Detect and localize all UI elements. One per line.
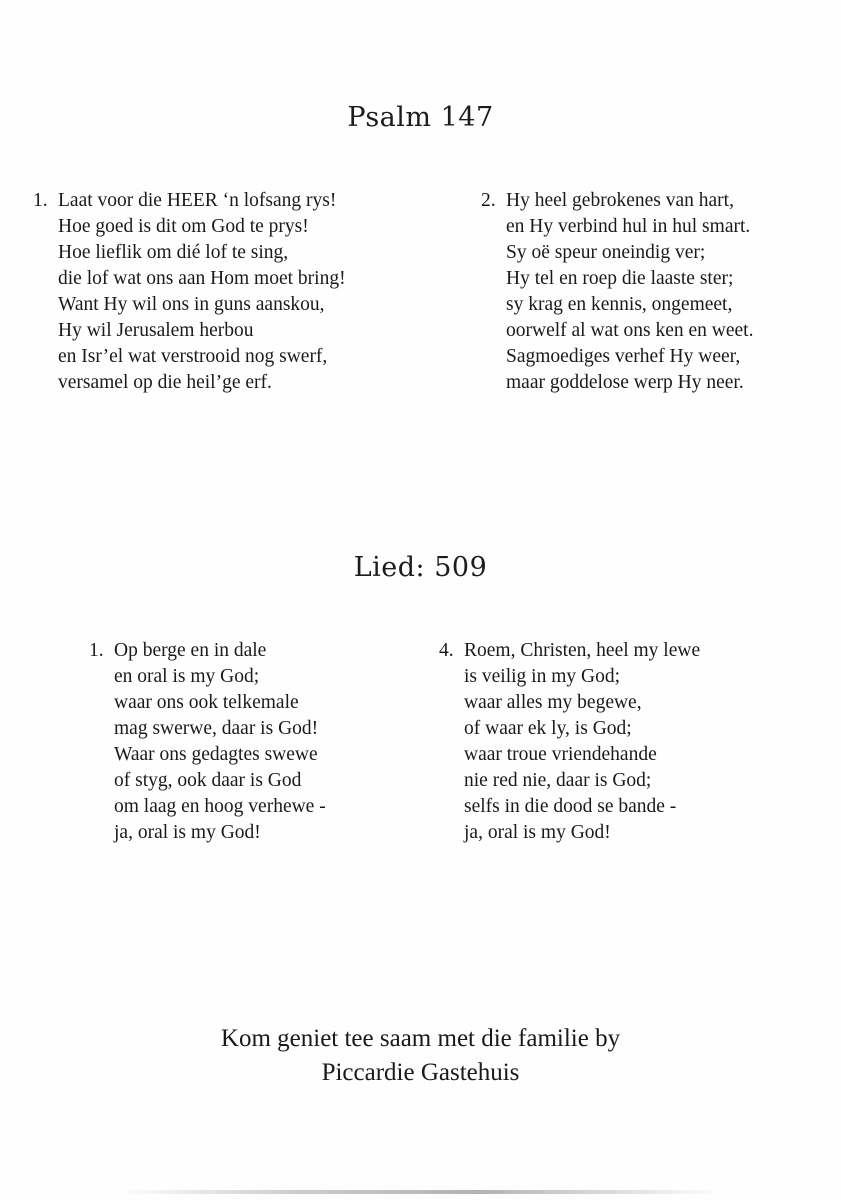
verse-line: oorwelf al wat ons ken en weet. <box>506 320 754 341</box>
verse-line: die lof wat ons aan Hom moet bring! <box>58 268 346 289</box>
psalm-verse-1 <box>33 188 346 396</box>
verse-line: selfs in die dood se bande - <box>464 796 677 817</box>
psalm-verse-2 <box>481 188 753 396</box>
verse-line: of styg, ook daar is God <box>114 770 302 791</box>
verse-line: Op berge en in dale <box>114 640 267 661</box>
verse-line: Waar ons gedagtes swewe <box>114 744 318 765</box>
verse-line: of waar ek ly, is God; <box>464 718 632 739</box>
verse-line: maar goddelose werp Hy neer. <box>506 372 744 393</box>
verse-number: 1. <box>33 190 48 211</box>
verse-line: Sagmoediges verhef Hy weer, <box>506 346 741 367</box>
verse-line: Laat voor die HEER ‘n lofsang rys! <box>58 190 337 211</box>
verse-line: Hy wil Jerusalem herbou <box>58 320 254 341</box>
verse-line: is veilig in my God; <box>464 666 620 687</box>
lied-verse-4 <box>439 638 700 846</box>
paper-fold-shadow <box>120 1190 720 1194</box>
verse-line: Roem, Christen, heel my lewe <box>464 640 701 661</box>
verse-line: Hoe goed is dit om God te prys! <box>58 216 309 237</box>
verse-line: waar alles my begewe, <box>464 692 642 713</box>
verse-line: Hy tel en roep die laaste ster; <box>506 268 734 289</box>
verse-line: ja, oral is my God! <box>114 822 261 843</box>
verse-line: mag swerwe, daar is God! <box>114 718 319 739</box>
verse-line: nie red nie, daar is God; <box>464 770 652 791</box>
verse-line: versamel op die heil’ge erf. <box>58 372 272 393</box>
verse-line: en oral is my God; <box>114 666 260 687</box>
lied-title: Lied: 509 <box>353 552 488 583</box>
invitation-text <box>0 1022 841 1090</box>
verse-line: Hy heel gebrokenes van hart, <box>506 190 734 211</box>
verse-line: sy krag en kennis, ongemeet, <box>506 294 733 315</box>
invitation-line-1: Kom geniet tee saam met die familie by <box>220 1025 621 1052</box>
verse-line: en Isr’el wat verstrooid nog swerf, <box>58 346 328 367</box>
invitation-line-2: Piccardie Gastehuis <box>321 1059 520 1086</box>
verse-number: 1. <box>89 640 104 661</box>
psalm-title: Psalm 147 <box>347 102 494 133</box>
verse-line: waar troue vriendehande <box>464 744 657 765</box>
verse-number: 4. <box>439 640 454 661</box>
verse-line: om laag en hoog verhewe - <box>114 796 326 817</box>
verse-line: Want Hy wil ons in guns aanskou, <box>58 294 325 315</box>
lied-verse-1 <box>89 638 326 846</box>
verse-line: Sy oë speur oneindig ver; <box>506 242 706 263</box>
verse-line: Hoe lieflik om dié lof te sing, <box>58 242 289 263</box>
verse-number: 2. <box>481 190 496 211</box>
verse-line: en Hy verbind hul in hul smart. <box>506 216 751 237</box>
verse-line: ja, oral is my God! <box>464 822 611 843</box>
verse-line: waar ons ook telkemale <box>114 692 299 713</box>
